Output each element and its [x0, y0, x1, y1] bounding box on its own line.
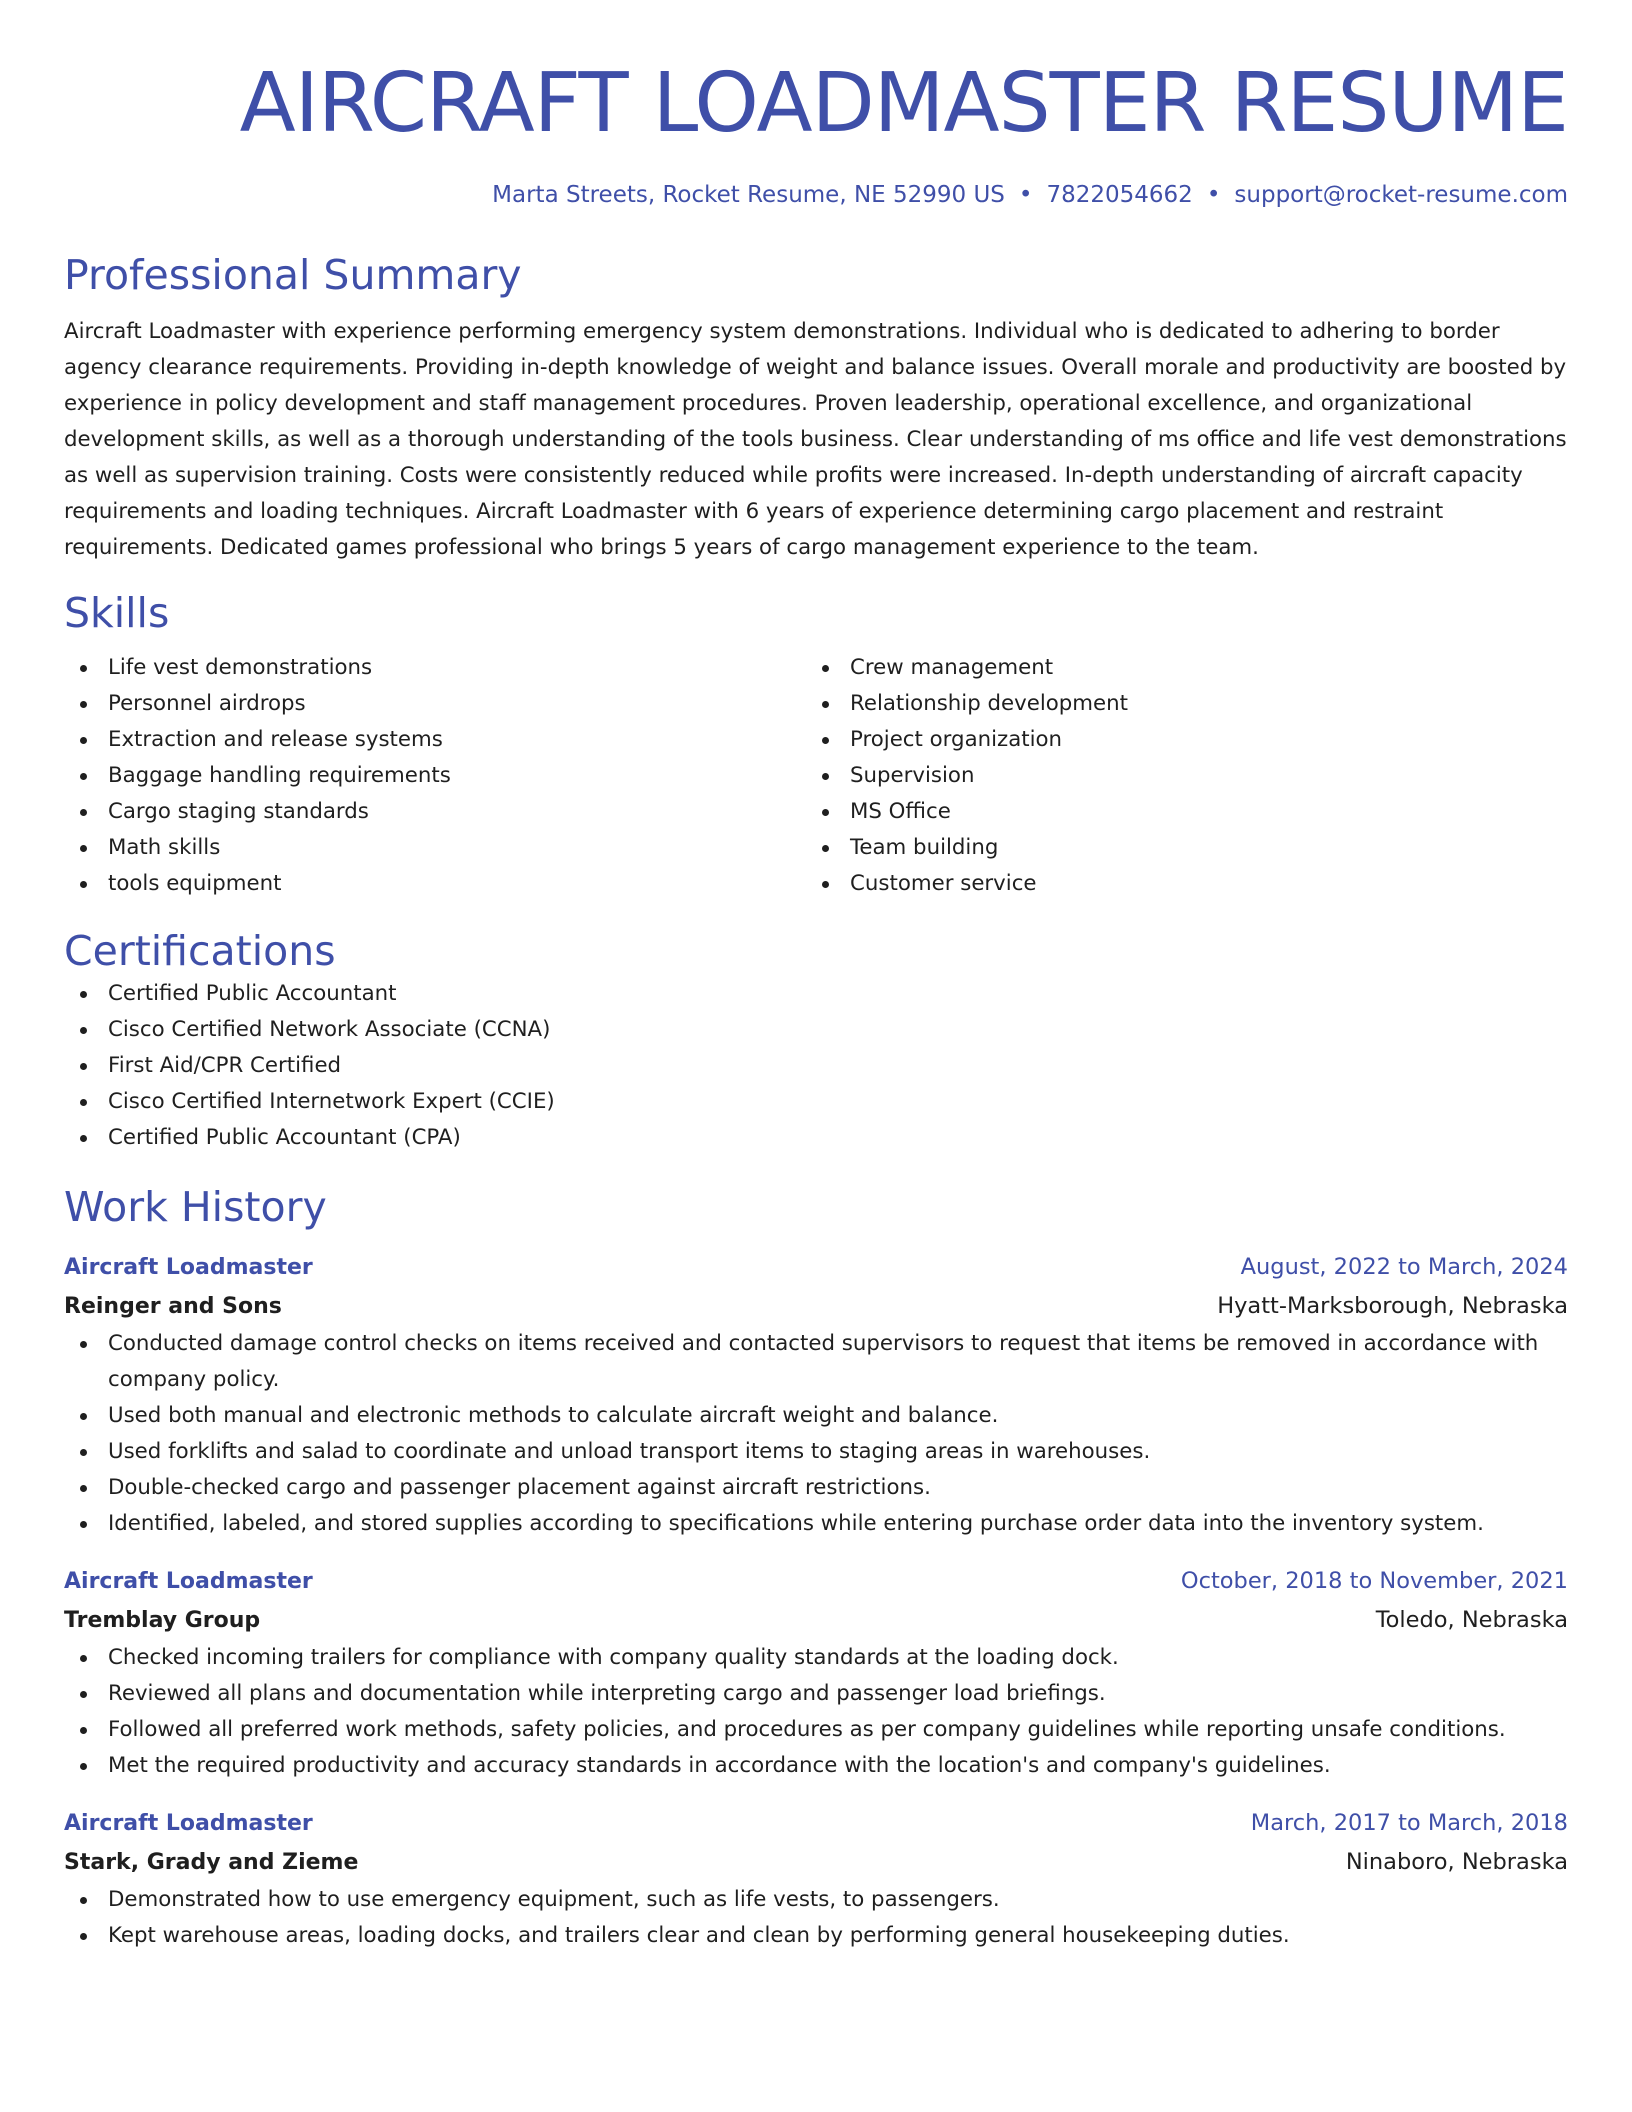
job-entry	[64, 1248, 1568, 1542]
skill-item: tools equipment	[64, 866, 806, 902]
skill-item: Extraction and release systems	[64, 722, 806, 758]
certification-item: Certified Public Accountant	[64, 976, 1568, 1012]
work-history-heading: Work History	[64, 1183, 327, 1231]
job-dates: October, 2018 to November, 2021	[1180, 1568, 1568, 1594]
skill-item: Baggage handling requirements	[64, 758, 806, 794]
contact-line	[64, 180, 1568, 210]
job-location: Toledo, Nebraska	[1375, 1607, 1568, 1633]
skill-item: Relationship development	[806, 686, 1548, 722]
job-duties-list	[64, 1640, 1568, 1784]
certification-item: Cisco Certified Internetwork Expert (CCIE)	[64, 1084, 1568, 1120]
resume-title: AIRCRAFT LOADMASTER RESUME	[239, 56, 1568, 151]
skill-item: Personnel airdrops	[64, 686, 806, 722]
skill-item: Team building	[806, 830, 1548, 866]
job-title: Aircraft Loadmaster	[64, 1255, 313, 1280]
resume-page	[64, 0, 1568, 1954]
job-duty-item: Used both manual and electronic methods to calculate aircraft weight and balance.	[64, 1398, 1568, 1434]
summary-heading: Professional Summary	[64, 251, 522, 299]
contact-email: support@rocket-resume.com	[1234, 182, 1568, 208]
skill-item: Supervision	[806, 758, 1548, 794]
job-duties-list	[64, 1882, 1568, 1954]
skill-item: Customer service	[806, 866, 1548, 902]
contact-address: Marta Streets, Rocket Resume, NE 52990 US	[492, 182, 1005, 208]
job-dates: March, 2017 to March, 2018	[1250, 1810, 1568, 1836]
contact-separator: •	[1018, 182, 1033, 208]
job-duty-item: Followed all preferred work methods, safety policies, and procedures as per company guidelines while reporting unsafe conditions.	[64, 1712, 1568, 1748]
skill-item: Cargo staging standards	[64, 794, 806, 830]
job-company-row	[64, 1601, 1568, 1640]
job-duty-item: Used forklifts and salad to coordinate and unload transport items to staging areas in warehouses.	[64, 1434, 1568, 1470]
skill-item: MS Office	[806, 794, 1548, 830]
job-duty-item: Reviewed all plans and documentation while interpreting cargo and passenger load briefings.	[64, 1676, 1568, 1712]
skill-item: Life vest demonstrations	[64, 650, 806, 686]
skills-column-left	[64, 650, 806, 902]
job-company: Stark, Grady and Zieme	[64, 1850, 359, 1875]
certifications-heading: Certifications	[64, 927, 336, 975]
job-duties-list	[64, 1326, 1568, 1542]
certifications-list	[64, 976, 1568, 1156]
contact-phone: 7822054662	[1046, 182, 1193, 208]
job-location: Ninaboro, Nebraska	[1345, 1849, 1568, 1875]
job-company: Reinger and Sons	[64, 1294, 282, 1319]
job-duty-item: Checked incoming trailers for compliance with company quality standards at the loading dock.	[64, 1640, 1568, 1676]
certification-item: Certified Public Accountant (CPA)	[64, 1120, 1568, 1156]
job-dates: August, 2022 to March, 2024	[1240, 1254, 1568, 1280]
job-title: Aircraft Loadmaster	[64, 1569, 313, 1594]
skill-item: Math skills	[64, 830, 806, 866]
job-duty-item: Kept warehouse areas, loading docks, and trailers clear and clean by performing general housekeeping duties.	[64, 1918, 1568, 1954]
job-company-row	[64, 1843, 1568, 1882]
job-entry	[64, 1562, 1568, 1784]
skill-item: Crew management	[806, 650, 1548, 686]
job-duty-item: Demonstrated how to use emergency equipment, such as life vests, to passengers.	[64, 1882, 1568, 1918]
certification-item: Cisco Certified Network Associate (CCNA)	[64, 1012, 1568, 1048]
contact-separator: •	[1206, 182, 1221, 208]
job-title: Aircraft Loadmaster	[64, 1811, 313, 1836]
job-entry	[64, 1804, 1568, 1954]
summary-text: Aircraft Loadmaster with experience performing emergency system demonstrations. Individual who is dedicated to adhering to border agency clearance requirements. Providing in-depth knowledge of weight and balance issues. Overall morale and productivity are boosted by experience in policy development and staff management procedures. Proven leadership, operational excellence, and organizational development skills, as well as a thorough understanding of the tools business. Clear understanding of ms office and life vest demonstrations as well as supervision training. Costs were consistently reduced while profits were increased. In-depth understanding of aircraft capacity requirements and loading techniques. Aircraft Loadmaster with 6 years of experience determining cargo placement and restraint requirements. Dedicated games professional who brings 5 years of cargo management experience to the team.	[64, 319, 1567, 560]
job-duty-item: Double-checked cargo and passenger placement against aircraft restrictions.	[64, 1470, 1568, 1506]
skills-list-left	[64, 650, 806, 902]
job-company-row	[64, 1287, 1568, 1326]
job-duty-item: Conducted damage control checks on items received and contacted supervisors to request that items be removed in accordance with company policy.	[64, 1326, 1568, 1398]
job-header-row	[64, 1804, 1568, 1843]
job-location: Hyatt-Marksborough, Nebraska	[1217, 1293, 1568, 1319]
job-header-row	[64, 1562, 1568, 1601]
skills-heading: Skills	[64, 589, 170, 637]
job-duty-item: Identified, labeled, and stored supplies according to specifications while entering purchase order data into the inventory system.	[64, 1506, 1568, 1542]
skills-column-right	[806, 650, 1548, 902]
job-duty-item: Met the required productivity and accuracy standards in accordance with the location's and company's guidelines.	[64, 1748, 1568, 1784]
job-header-row	[64, 1248, 1568, 1287]
skill-item: Project organization	[806, 722, 1548, 758]
work-history-list	[64, 1248, 1568, 1954]
skills-list-right	[806, 650, 1548, 902]
certification-item: First Aid/CPR Certified	[64, 1048, 1568, 1084]
job-company: Tremblay Group	[64, 1608, 261, 1633]
skills-grid	[64, 650, 1568, 902]
